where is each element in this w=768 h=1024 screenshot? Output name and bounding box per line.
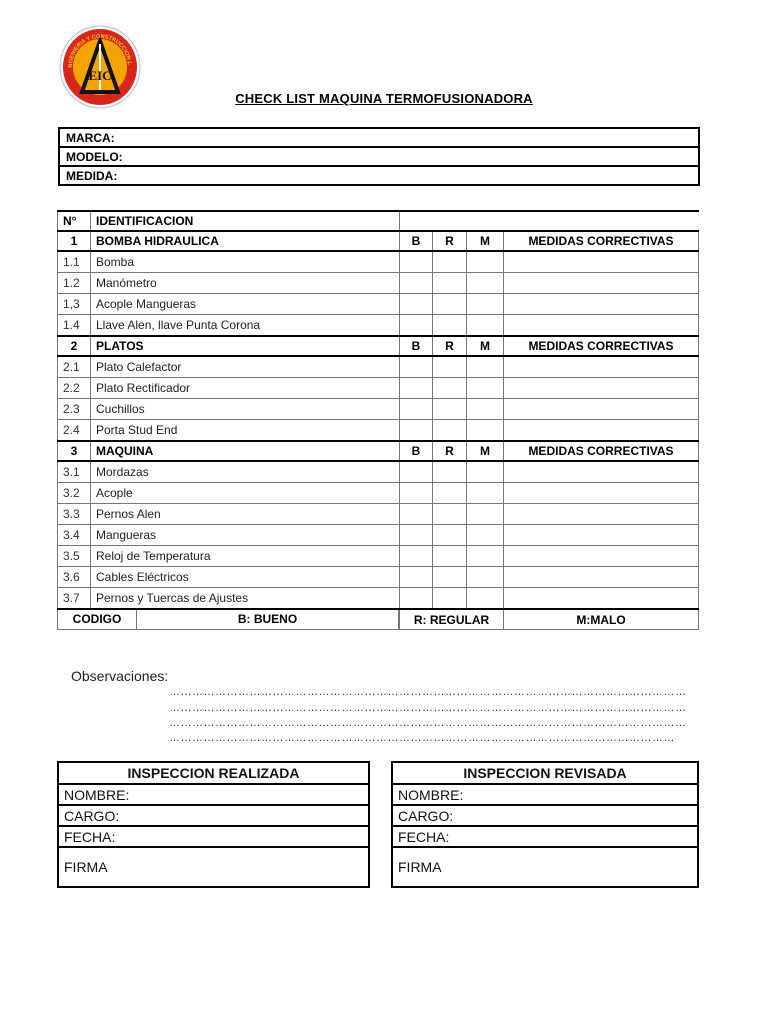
item-number: 3.3 [58, 504, 91, 525]
item-name: Bomba [91, 251, 400, 273]
cargo-field[interactable]: CARGO: [58, 805, 369, 826]
bueno-checkbox-cell[interactable] [400, 315, 433, 337]
legend-bueno: B: BUENO [137, 610, 399, 629]
bueno-checkbox-cell[interactable] [400, 588, 433, 610]
checklist-item-row [58, 483, 699, 504]
malo-checkbox-cell[interactable] [467, 399, 504, 420]
bueno-checkbox-cell[interactable] [400, 461, 433, 483]
malo-checkbox-cell[interactable] [467, 483, 504, 504]
empty-cell [433, 211, 467, 231]
checklist-item-row [58, 378, 699, 399]
checklist-item-row [58, 525, 699, 546]
malo-checkbox-cell[interactable] [467, 588, 504, 610]
item-number: 3.1 [58, 461, 91, 483]
bueno-checkbox-cell[interactable] [400, 356, 433, 378]
bueno-checkbox-cell[interactable] [400, 525, 433, 546]
checklist-item-row [58, 461, 699, 483]
bueno-checkbox-cell[interactable] [400, 294, 433, 315]
col-medidas-header: MEDIDAS CORRECTIVAS [504, 231, 699, 251]
marca-field[interactable]: MARCA: [59, 128, 699, 147]
item-number: 2.3 [58, 399, 91, 420]
section-number: 2 [58, 336, 91, 356]
item-number: 1.1 [58, 251, 91, 273]
medidas-correctivas-cell[interactable] [504, 525, 699, 546]
regular-checkbox-cell[interactable] [433, 294, 467, 315]
regular-checkbox-cell[interactable] [433, 461, 467, 483]
checklist-item-row [58, 294, 699, 315]
medidas-correctivas-cell[interactable] [504, 251, 699, 273]
item-name: Pernos Alen [91, 504, 400, 525]
regular-checkbox-cell[interactable] [433, 588, 467, 610]
item-name: Plato Calefactor [91, 356, 400, 378]
logo-letters: EIC [88, 68, 112, 83]
regular-checkbox-cell[interactable] [433, 399, 467, 420]
malo-checkbox-cell[interactable] [467, 378, 504, 399]
checklist-item-row [58, 399, 699, 420]
empty-cell [504, 211, 699, 231]
malo-checkbox-cell[interactable] [467, 251, 504, 273]
legend-regular: R: REGULAR [400, 609, 504, 630]
col-r-header: R [433, 231, 467, 251]
regular-checkbox-cell[interactable] [433, 567, 467, 588]
regular-checkbox-cell[interactable] [433, 273, 467, 294]
page-title: CHECK LIST MAQUINA TERMOFUSIONADORA [235, 91, 533, 106]
col-b-header: B [400, 441, 433, 461]
firma-field[interactable]: FIRMA [58, 847, 369, 887]
item-name: Porta Stud End [91, 420, 400, 442]
item-number: 3.5 [58, 546, 91, 567]
item-name: Reloj de Temperatura [91, 546, 400, 567]
section-row [58, 441, 699, 461]
checklist-item-row [58, 356, 699, 378]
nombre-field[interactable]: NOMBRE: [58, 784, 369, 805]
checklist-item-row [58, 315, 699, 337]
col-r-header: R [433, 441, 467, 461]
col-identificacion-header: IDENTIFICACION [91, 211, 400, 231]
item-number: 1.4 [58, 315, 91, 337]
malo-checkbox-cell[interactable] [467, 567, 504, 588]
item-name: Mangueras [91, 525, 400, 546]
section-name: PLATOS [91, 336, 400, 356]
item-number: 3.4 [58, 525, 91, 546]
regular-checkbox-cell[interactable] [433, 420, 467, 442]
regular-checkbox-cell[interactable] [433, 378, 467, 399]
legend-malo: M:MALO [504, 609, 699, 630]
logo-ring-text: NGENIERIA Y CONSTRUCCION L [67, 33, 132, 68]
checklist-item-row [58, 251, 699, 273]
inspeccion-realizada-title: INSPECCION REALIZADA [58, 762, 369, 784]
nombre-field[interactable]: NOMBRE: [392, 784, 698, 805]
bueno-checkbox-cell[interactable] [400, 420, 433, 442]
medidas-correctivas-cell[interactable] [504, 420, 699, 442]
bueno-checkbox-cell[interactable] [400, 483, 433, 504]
equipment-info-box [58, 127, 700, 186]
medidas-correctivas-cell[interactable] [504, 378, 699, 399]
malo-checkbox-cell[interactable] [467, 420, 504, 442]
medidas-correctivas-cell[interactable] [504, 504, 699, 525]
regular-checkbox-cell[interactable] [433, 504, 467, 525]
medidas-correctivas-cell[interactable] [504, 461, 699, 483]
checklist-item-row [58, 273, 699, 294]
section-row [58, 231, 699, 251]
item-name: Cables Eléctricos [91, 567, 400, 588]
regular-checkbox-cell[interactable] [433, 546, 467, 567]
malo-checkbox-cell[interactable] [467, 461, 504, 483]
col-medidas-header: MEDIDAS CORRECTIVAS [504, 336, 699, 356]
item-number: 3.6 [58, 567, 91, 588]
medida-field[interactable]: MEDIDA: [59, 166, 699, 185]
observaciones-label: Observaciones: [71, 668, 169, 684]
fecha-field[interactable]: FECHA: [58, 826, 369, 847]
malo-checkbox-cell[interactable] [467, 294, 504, 315]
medidas-correctivas-cell[interactable] [504, 273, 699, 294]
checklist-item-row [58, 504, 699, 525]
item-name: Acople Mangueras [91, 294, 400, 315]
item-name: Plato Rectificador [91, 378, 400, 399]
item-name: Pernos y Tuercas de Ajustes [91, 588, 400, 610]
legend-codigo-label: CODIGO [58, 610, 137, 629]
checklist-table [57, 210, 699, 630]
item-number: 1,3 [58, 294, 91, 315]
col-b-header: B [400, 231, 433, 251]
item-name: Manómetro [91, 273, 400, 294]
legend-row [58, 609, 699, 630]
bueno-checkbox-cell[interactable] [400, 567, 433, 588]
observaciones-line[interactable]: ……………………………………………………………………………………………………………………… [169, 717, 687, 729]
item-name: Mordazas [91, 461, 400, 483]
medidas-correctivas-cell[interactable] [504, 294, 699, 315]
section-name: MAQUINA [91, 441, 400, 461]
checklist-item-row [58, 567, 699, 588]
malo-checkbox-cell[interactable] [467, 315, 504, 337]
regular-checkbox-cell[interactable] [433, 251, 467, 273]
section-number: 1 [58, 231, 91, 251]
item-number: 2.4 [58, 420, 91, 442]
firma-field[interactable]: FIRMA [392, 847, 698, 887]
item-number: 3.7 [58, 588, 91, 610]
item-number: 2.1 [58, 356, 91, 378]
item-name: Acople [91, 483, 400, 504]
item-name: Cuchillos [91, 399, 400, 420]
bueno-checkbox-cell[interactable] [400, 251, 433, 273]
inspeccion-revisada-box [391, 761, 699, 888]
inspeccion-revisada-title: INSPECCION REVISADA [392, 762, 698, 784]
medidas-correctivas-cell[interactable] [504, 399, 699, 420]
checklist-item-row [58, 588, 699, 610]
medidas-correctivas-cell[interactable] [504, 546, 699, 567]
col-num-header: N° [58, 211, 91, 231]
legend-codigo [58, 609, 400, 630]
regular-checkbox-cell[interactable] [433, 315, 467, 337]
col-m-header: M [467, 231, 504, 251]
section-name: BOMBA HIDRAULICA [91, 231, 400, 251]
bueno-checkbox-cell[interactable] [400, 504, 433, 525]
medidas-correctivas-cell[interactable] [504, 567, 699, 588]
col-m-header: M [467, 336, 504, 356]
checklist-item-row [58, 420, 699, 442]
modelo-field[interactable]: MODELO: [59, 147, 699, 166]
malo-checkbox-cell[interactable] [467, 356, 504, 378]
medidas-correctivas-cell[interactable] [504, 588, 699, 610]
malo-checkbox-cell[interactable] [467, 525, 504, 546]
medidas-correctivas-cell[interactable] [504, 483, 699, 504]
empty-cell [467, 211, 504, 231]
cargo-field[interactable]: CARGO: [392, 805, 698, 826]
section-row [58, 336, 699, 356]
item-number: 3.2 [58, 483, 91, 504]
item-number: 1.2 [58, 273, 91, 294]
bueno-checkbox-cell[interactable] [400, 546, 433, 567]
medidas-correctivas-cell[interactable] [504, 315, 699, 337]
medidas-correctivas-cell[interactable] [504, 356, 699, 378]
regular-checkbox-cell[interactable] [433, 483, 467, 504]
bueno-checkbox-cell[interactable] [400, 273, 433, 294]
observaciones-line[interactable]: …………………………………………………………………………………………………………………… [169, 732, 675, 744]
observaciones-line[interactable]: ……………………………………………………………………………………………………………………… [169, 702, 687, 714]
item-number: 2.2 [58, 378, 91, 399]
inspeccion-realizada-box [57, 761, 370, 888]
regular-checkbox-cell[interactable] [433, 356, 467, 378]
section-number: 3 [58, 441, 91, 461]
col-r-header: R [433, 336, 467, 356]
regular-checkbox-cell[interactable] [433, 525, 467, 546]
bueno-checkbox-cell[interactable] [400, 399, 433, 420]
bueno-checkbox-cell[interactable] [400, 378, 433, 399]
col-m-header: M [467, 441, 504, 461]
col-b-header: B [400, 336, 433, 356]
col-medidas-header: MEDIDAS CORRECTIVAS [504, 441, 699, 461]
checklist-header-row [58, 211, 699, 231]
empty-cell [400, 211, 433, 231]
fecha-field[interactable]: FECHA: [392, 826, 698, 847]
item-name: Llave Alen, llave Punta Corona [91, 315, 400, 337]
checklist-item-row [58, 546, 699, 567]
malo-checkbox-cell[interactable] [467, 546, 504, 567]
malo-checkbox-cell[interactable] [467, 504, 504, 525]
malo-checkbox-cell[interactable] [467, 273, 504, 294]
observaciones-line[interactable]: ……………………………………………………………………………………………………………………… [169, 686, 687, 698]
